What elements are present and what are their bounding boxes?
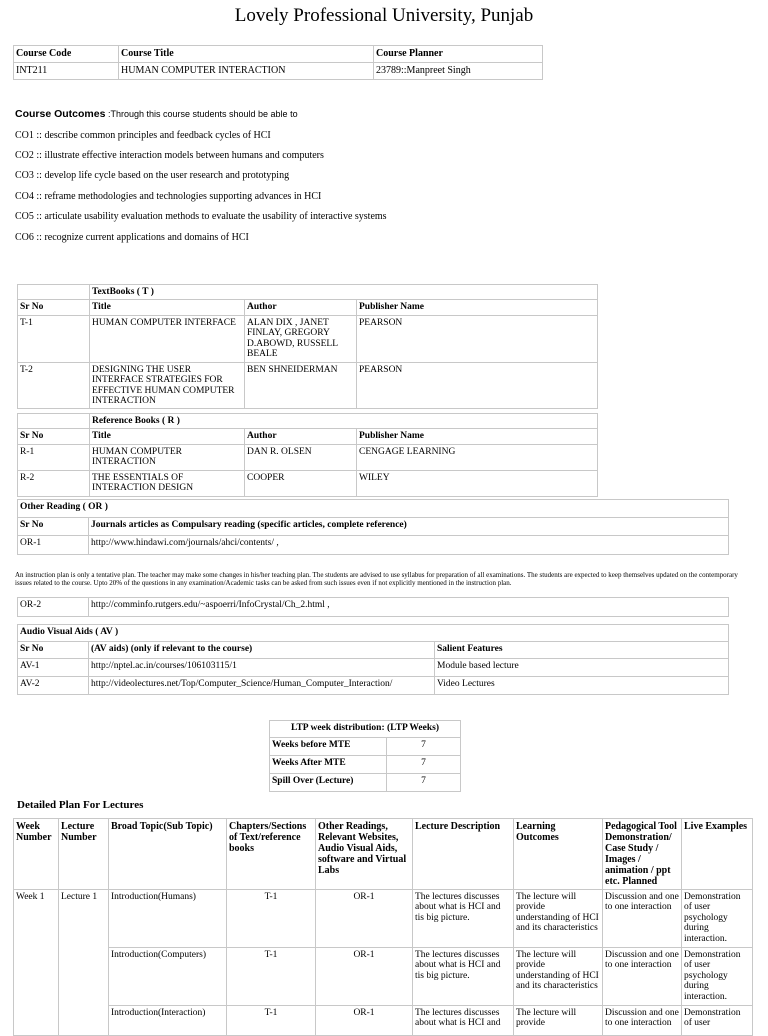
lecture-plan-table — [13, 818, 753, 1036]
table-row: R-1 HUMAN COMPUTER INTERACTION DAN R. OLSEN CENGAGE LEARNING — [18, 444, 598, 470]
course-code-header: Course Code — [14, 46, 119, 63]
av-aids-header: (AV aids) (only if relevant to the course) — [89, 642, 435, 659]
outcome-item: CO2 :: illustrate effective interaction models between humans and computers — [15, 150, 324, 161]
other-reading-caption: Other Reading ( OR ) — [18, 500, 729, 518]
outcome-item: CO5 :: articulate usability evaluation methods to evaluate the usability of interactive systems — [15, 211, 387, 222]
salient-features-header: Salient Features — [435, 642, 729, 659]
week-number-header: Week Number — [14, 819, 59, 890]
textbooks-table — [17, 284, 598, 409]
audio-visual-aids-table — [17, 624, 729, 695]
table-row: Week 1 Lecture 1 Introduction(Humans) T-1 OR-1 The lectures discusses about what is HCI and tis big picture. The lecture will provide understanding of HCI and its characteristics Discussion and one to one interaction Demonstration of user psychology during interaction. — [14, 890, 753, 948]
table-row: T-1 HUMAN COMPUTER INTERFACE ALAN DIX , JANET FINLAY, GREGORY D.ABOWD, RUSSELL BEALE PEARSON — [18, 315, 598, 362]
sr-no-header: Sr No — [18, 429, 90, 444]
broad-topic-header: Broad Topic(Sub Topic) — [109, 819, 227, 890]
table-row: Introduction(Computers) T-1 OR-1 The lectures discusses about what is HCI and tis big picture. The lecture will provide understanding of HCI and its characteristics Discussion and one to one interaction Demonstration of user psychology during interaction. — [14, 948, 753, 1006]
reference-books-table — [17, 413, 598, 497]
learning-outcomes-header: Learning Outcomes — [514, 819, 603, 890]
publisher-header: Publisher Name — [357, 429, 598, 444]
reading-link[interactable]: http://comminfo.rutgers.edu/~aspoerri/InfoCrystal/Ch_2.html , — [89, 598, 729, 617]
other-readings-header: Other Readings, Relevant Websites, Audio Visual Aids, software and Virtual Labs — [316, 819, 413, 890]
table-row: AV-1 http://nptel.ac.in/courses/106103115/1 Module based lecture — [18, 659, 729, 677]
av-link[interactable]: http://nptel.ac.in/courses/106103115/1 — [89, 659, 435, 677]
course-info-table — [13, 45, 543, 80]
textbooks-caption-spacer — [18, 285, 90, 300]
outcome-item: CO6 :: recognize current applications and domains of HCI — [15, 232, 249, 243]
ltp-caption: LTP week distribution: (LTP Weeks) — [270, 721, 461, 738]
table-row: Introduction(Interaction) T-1 OR-1 The lectures discusses about what is HCI and The lecture will provide Discussion and one to one interaction Demonstration of user — [14, 1006, 753, 1036]
table-row: Weeks before MTE 7 — [270, 738, 461, 756]
table-row: R-2 THE ESSENTIALS OF INTERACTION DESIGN COOPER WILEY — [18, 470, 598, 496]
lecture-number-cell: Lecture 1 — [59, 890, 109, 1036]
pedagogical-tool-header: Pedagogical Tool Demonstration/ Case Study / Images / animation / ppt etc. Planned — [603, 819, 682, 890]
sr-no-header: Sr No — [18, 300, 90, 315]
lecture-number-header: Lecture Number — [59, 819, 109, 890]
sr-no-header: Sr No — [18, 642, 89, 659]
instruction-plan-notice: An instruction plan is only a tentative plan. The teacher may make some changes in his/her teaching plan. The students are advised to use syllabus for preparation of all examinations. The students are expected to keep themselves updated on the contemporary issues related to the course. Upto 20% of the questions in any examination/Academic tasks can be asked from such issues even if not explicitly mentioned in the instruction plan. — [15, 571, 738, 588]
textbooks-caption: TextBooks ( T ) — [90, 285, 598, 300]
other-reading-table-continued — [17, 597, 729, 617]
author-header: Author — [245, 300, 357, 315]
course-code-value: INT211 — [14, 63, 119, 80]
table-row: AV-2 http://videolectures.net/Top/Computer_Science/Human_Computer_Interaction/ Video Lectures — [18, 677, 729, 695]
lecture-plan-heading: Detailed Plan For Lectures — [17, 799, 144, 811]
outcome-item: CO3 :: develop life cycle based on the user research and prototyping — [15, 170, 290, 181]
references-caption-spacer — [18, 414, 90, 429]
lecture-description-header: Lecture Description — [413, 819, 514, 890]
av-link[interactable]: http://videolectures.net/Top/Computer_Science/Human_Computer_Interaction/ — [89, 677, 435, 695]
course-planner-value: 23789::Manpreet Singh — [374, 63, 543, 80]
journals-header: Journals articles as Compulsary reading (specific articles, complete reference) — [89, 518, 729, 536]
title-header: Title — [90, 429, 245, 444]
week-number-cell: Week 1 — [14, 890, 59, 1036]
references-caption: Reference Books ( R ) — [90, 414, 598, 429]
course-planner-header: Course Planner — [374, 46, 543, 63]
course-outcomes-heading: Course Outcomes :Through this course students should be able to — [15, 108, 298, 120]
chapters-header: Chapters/Sections of Text/reference books — [227, 819, 316, 890]
other-reading-table — [17, 499, 729, 555]
table-row: Weeks After MTE 7 — [270, 756, 461, 774]
table-row: OR-2 http://comminfo.rutgers.edu/~aspoerri/InfoCrystal/Ch_2.html , — [18, 598, 729, 617]
ltp-distribution-table — [269, 720, 461, 792]
table-row: T-2 DESIGNING THE USER INTERFACE STRATEGIES FOR EFFECTIVE HUMAN COMPUTER INTERACTION BEN SHNEIDERMAN PEARSON — [18, 362, 598, 409]
table-row: OR-1 http://www.hindawi.com/journals/ahci/contents/ , — [18, 536, 729, 555]
outcome-item: CO4 :: reframe methodologies and technologies supporting advances in HCI — [15, 191, 322, 202]
publisher-header: Publisher Name — [357, 300, 598, 315]
live-examples-header: Live Examples — [682, 819, 753, 890]
reading-link[interactable]: http://www.hindawi.com/journals/ahci/contents/ , — [89, 536, 729, 555]
sr-no-header: Sr No — [18, 518, 89, 536]
title-header: Title — [90, 300, 245, 315]
author-header: Author — [245, 429, 357, 444]
outcome-item: CO1 :: describe common principles and feedback cycles of HCI — [15, 130, 271, 141]
av-caption: Audio Visual Aids ( AV ) — [18, 625, 729, 642]
course-title-value: HUMAN COMPUTER INTERACTION — [119, 63, 374, 80]
table-row: Spill Over (Lecture) 7 — [270, 774, 461, 792]
page-title: Lovely Professional University, Punjab — [234, 5, 534, 26]
course-title-header: Course Title — [119, 46, 374, 63]
